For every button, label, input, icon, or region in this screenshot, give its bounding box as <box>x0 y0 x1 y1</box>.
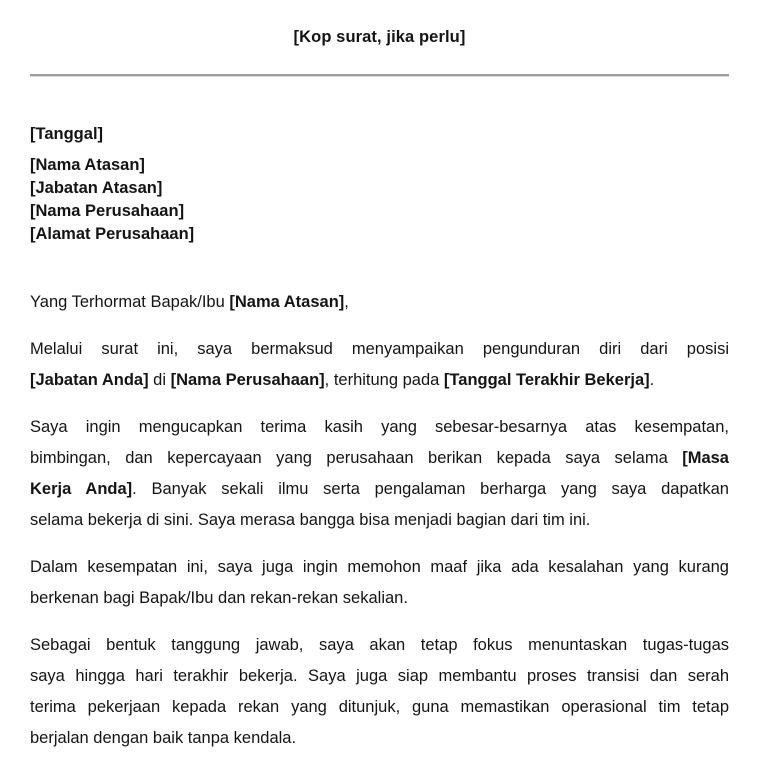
recipient-line: [Nama Perusahaan] <box>30 202 185 220</box>
date-placeholder: [Tanggal] <box>30 125 104 143</box>
text-run: . Banyak sekali ilmu serta pengalaman berharga yang saya dapatkan <box>132 480 729 498</box>
paragraph-line <box>30 661 729 692</box>
text-run: , <box>344 293 349 311</box>
paragraph-line <box>30 505 729 536</box>
placeholder-field: [Tanggal Terakhir Bekerja] <box>443 371 650 389</box>
paragraph-line <box>30 365 729 396</box>
text-run: bimbingan, dan kepercayaan yang perusahaan berikan kepada saya selama <box>30 449 683 467</box>
text-run: Yang Terhormat Bapak/Ibu <box>30 293 230 311</box>
placeholder-field: [Jabatan Anda] <box>30 371 149 389</box>
body-paragraph <box>30 552 729 614</box>
recipient-line: [Jabatan Atasan] <box>30 179 163 197</box>
body-paragraph <box>30 334 729 396</box>
text-run: selama bekerja di sini. Saya merasa bangga bisa menjadi bagian dari tim ini. <box>30 511 591 529</box>
placeholder-field: [Masa <box>682 449 729 467</box>
paragraph-line <box>30 552 729 583</box>
letter-body <box>30 334 729 754</box>
text-run: Saya ingin mengucapkan terima kasih yang sebesar-besarnya atas kesempatan, <box>30 418 729 436</box>
text-run: , terhitung pada <box>324 371 444 389</box>
letterhead-divider <box>30 74 729 77</box>
recipient-line: [Alamat Perusahaan] <box>30 225 195 243</box>
paragraph-line <box>30 474 729 505</box>
text-run: berjalan dengan baik tanpa kendala. <box>30 729 297 747</box>
paragraph-line <box>30 723 729 754</box>
paragraph-line <box>30 583 729 614</box>
paragraph-line <box>30 692 729 723</box>
text-run: berkenan bagi Bapak/Ibu dan rekan-rekan sekalian. <box>30 589 408 607</box>
paragraph-line <box>30 630 729 661</box>
paragraph-line <box>30 443 729 474</box>
text-run: di <box>148 371 171 389</box>
text-run: saya hingga hari terakhir bekerja. Saya juga siap membantu proses transisi dan serah <box>30 667 729 685</box>
text-run: Dalam kesempatan ini, saya juga ingin memohon maaf jika ada kesalahan yang kurang <box>30 558 729 576</box>
text-run: terima pekerjaan kepada rekan yang ditunjuk, guna memastikan operasional tim tetap <box>30 698 729 716</box>
body-paragraph <box>30 412 729 536</box>
placeholder-field: [Nama Atasan] <box>229 293 345 311</box>
body-paragraph <box>30 630 729 754</box>
placeholder-field: Kerja Anda] <box>30 480 133 498</box>
letterhead-placeholder: [Kop surat, jika perlu] <box>293 28 466 46</box>
salutation <box>30 287 729 318</box>
paragraph-line <box>30 334 729 365</box>
placeholder-field: [Nama Perusahaan] <box>170 371 325 389</box>
recipient-block <box>30 154 729 246</box>
text-run: . <box>649 371 655 389</box>
recipient-line: [Nama Atasan] <box>30 156 145 174</box>
text-run: Sebagai bentuk tanggung jawab, saya akan tetap fokus menuntaskan tugas-tugas <box>30 636 729 654</box>
paragraph-line <box>30 412 729 443</box>
text-run: Melalui surat ini, saya bermaksud menyampaikan pengunduran diri dari posisi <box>30 340 729 358</box>
